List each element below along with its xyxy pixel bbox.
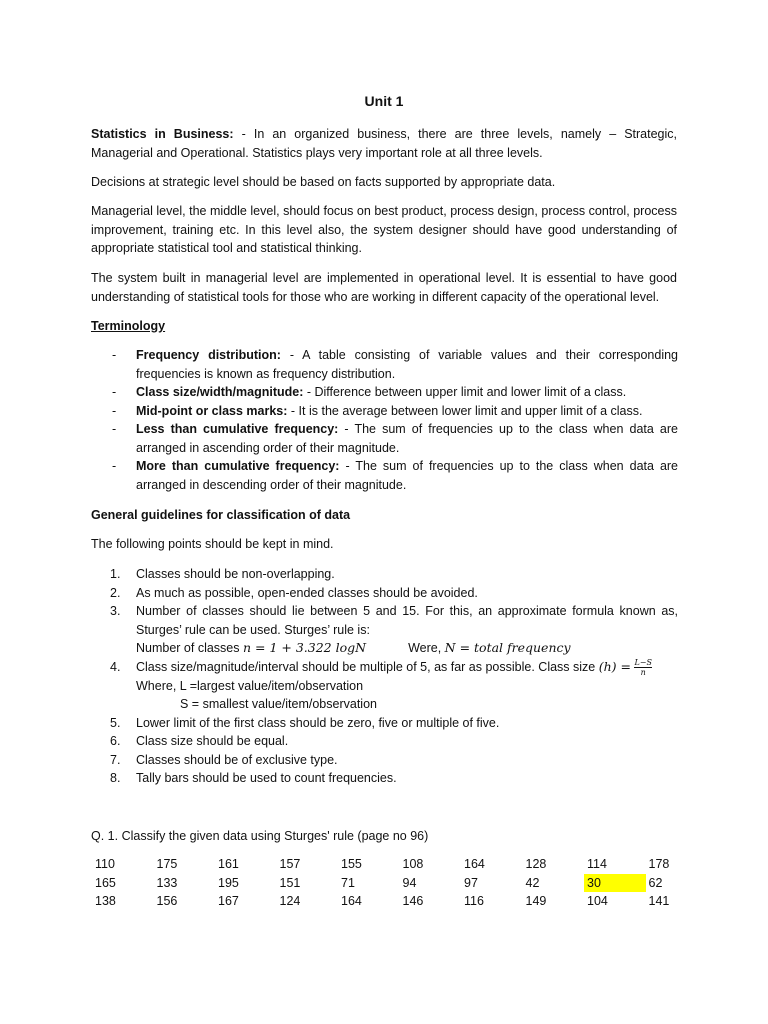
- list-item: 5. Lower limit of the first class should be zero, five or multiple of five.: [110, 715, 500, 730]
- table-cell: 94: [402, 875, 417, 890]
- table-cell: 104: [587, 894, 608, 908]
- intro-paragraph-3: Managerial level, the middle level, should focus on best product, process design, process control, process improvement, training etc. In this level also, the system designer should have good understanding of appropriate statistical tool and statistical thinking.: [91, 204, 677, 255]
- data-table: [92, 855, 707, 911]
- table-row: [92, 892, 707, 911]
- table-cell: 157: [279, 857, 301, 871]
- table-cell: 133: [156, 875, 178, 890]
- table-cell: 108: [402, 857, 424, 871]
- list-item: - Mid-point or class marks: - It is the average between lower limit and upper limit of a class.: [112, 403, 643, 418]
- list-item: 2. As much as possible, open-ended classes should be avoided.: [110, 585, 478, 600]
- table-cell: 164: [341, 894, 362, 908]
- list-item: 7. Classes should be of exclusive type.: [110, 752, 338, 767]
- list-item: 4. Class size/magnitude/interval should be multiple of 5, as far as possible. Class size (h) = $\frac{L-S}{n}$ Where, L =largest value/item/observation S = smallest value/item/observation: [110, 657, 652, 712]
- statistics-in-business-label: Statistics in Business:: [91, 127, 234, 141]
- sturges-formula-line: Number of classes n = 1 + 3.322 logN Were, N = total frequency: [136, 640, 571, 655]
- guidelines-list: [110, 565, 678, 788]
- table-cell: 164: [464, 857, 485, 871]
- guidelines-lead: The following points should be kept in mind.: [91, 537, 334, 551]
- table-row: [92, 874, 707, 893]
- table-cell: 62: [648, 875, 663, 890]
- table-cell: 167: [218, 894, 239, 908]
- table-cell: 146: [402, 894, 424, 908]
- table-row: [92, 855, 707, 874]
- table-cell: 116: [464, 894, 484, 908]
- list-item: 1. Classes should be non-overlapping.: [110, 567, 335, 581]
- intro-paragraph-1: [91, 125, 677, 162]
- list-item: 8. Tally bars should be used to count frequencies.: [110, 771, 397, 786]
- table-cell: 71: [341, 875, 355, 890]
- highlighted-cell: 30: [584, 874, 646, 893]
- intro-paragraph-1-text: - In an organized business, there are three levels, namely – Strategic, Managerial and Operational. Statistics plays very important role at all three levels.: [91, 127, 678, 160]
- table-cell: 138: [95, 894, 116, 908]
- list-item: - Class size/width/magnitude: - Difference between upper limit and lower limit of a class.: [112, 385, 627, 399]
- table-cell: 97: [464, 875, 478, 890]
- list-item: - Frequency distribution: - A table consisting of variable values and their corresponding frequencies is known as frequency distribution.: [112, 348, 678, 381]
- table-cell: 178: [648, 857, 670, 871]
- intro-paragraph-4: The system built in managerial level are implemented in operational level. It is essential to have good understanding of statistical tools for those who are working in different capacity of the operational level.: [91, 271, 677, 304]
- terminology-list: [112, 346, 678, 494]
- table-cell: 155: [341, 857, 362, 871]
- list-item: - More than cumulative frequency: - The sum of frequencies up to the class when data are arranged in descending order of their magnitude.: [112, 459, 679, 492]
- table-cell: 141: [648, 894, 670, 908]
- table-cell: 161: [218, 857, 239, 871]
- table-cell: 156: [156, 894, 178, 908]
- table-cell: 165: [95, 875, 116, 890]
- table-cell: 42: [525, 875, 540, 890]
- table-cell: 114: [587, 857, 607, 871]
- table-cell: 124: [279, 894, 301, 908]
- list-item: 3. Number of classes should lie between 5 and 15. For this, an approximate formula known as, Sturges’ rule can be used. Sturges’ rule is: Number of classes n = 1 + 3.322 logN Were, N = total frequency: [110, 602, 678, 658]
- intro-paragraph-2: Decisions at strategic level should be based on facts supported by appropriate data.: [91, 175, 556, 189]
- table-cell: 175: [156, 857, 178, 871]
- class-size-fraction: $\frac{L-S}{n}$: [634, 657, 652, 677]
- list-item: - Less than cumulative frequency: - The sum of frequencies up to the class when data are arranged in ascending order of their magnitude.: [112, 422, 678, 455]
- table-cell: 195: [218, 875, 239, 890]
- guidelines-heading: General guidelines for classification of data: [91, 508, 351, 522]
- terminology-heading: Terminology: [91, 319, 166, 333]
- list-item: 6. Class size should be equal.: [110, 734, 289, 749]
- table-cell: 151: [279, 875, 301, 890]
- page-title: Unit 1: [364, 93, 404, 109]
- table-cell: 149: [525, 894, 547, 908]
- question-text: Q. 1. Classify the given data using Sturges' rule (page no 96): [91, 829, 429, 843]
- table-cell: 110: [95, 857, 115, 871]
- table-cell: 128: [525, 857, 547, 871]
